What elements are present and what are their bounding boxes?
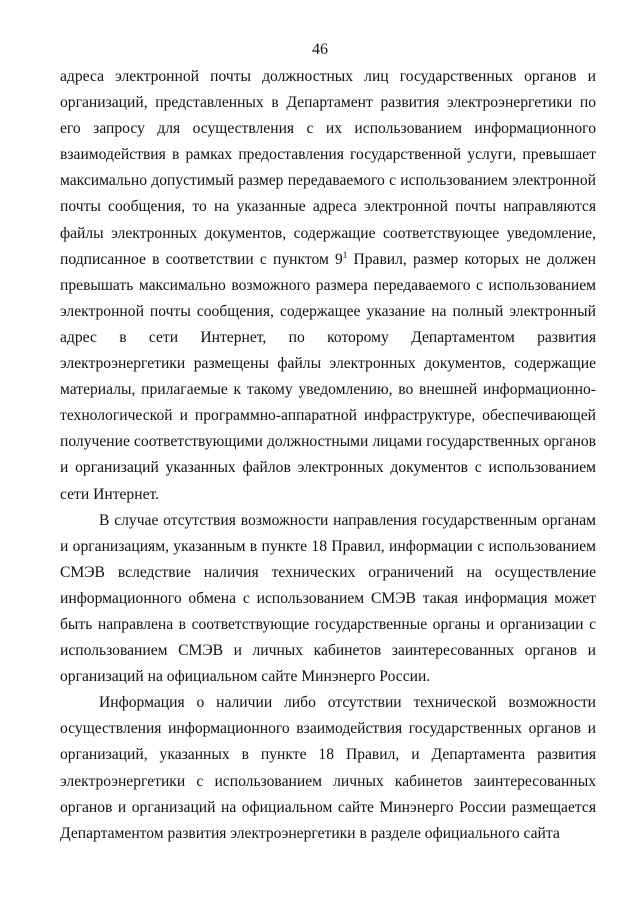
paragraph-technical-possibility: Информация о наличии либо отсутствии технической возможности осуществления информационного взаимодействия государственных органов и организаций, указанных в пункте 18 Правил, и Департамента развития электроэнергетики с использованием личных кабинетов заинтересованных органов и организаций на официальном сайте Минэнерго России размещается Департаментом развития электроэнергетики в разделе официального сайта	[60, 694, 596, 842]
page-number: 46	[312, 41, 328, 58]
body-text	[60, 64, 596, 847]
paragraph-smev: В случае отсутствия возможности направления государственным органам и организациям, указанным в пункте 18 Правил, информации с использованием СМЭВ вследствие наличия технических ограничений на осуществление информационного обмена с использованием СМЭВ такая информация может быть направлена в соответствующие государственные органы и организации с использованием СМЭВ и личных кабинетов заинтересованных органов и организаций на официальном сайте Минэнерго России.	[60, 511, 596, 686]
paragraph-text-part2: Правил, размер которых не должен превышать максимально возможного размера передаваемого с использованием электронной почты сообщения, содержащее указание на полный электронный адрес в сети Интернет, по которому Департаментом развития электроэнергетики размещены файлы электронных документов, содержащие материалы, прилагаемые к такому уведомлению, во внешней информационно-технологической и программно-аппаратной инфраструктуре, обеспечивающей получение соответствующими должностными лицами государственных органов и организаций указанных файлов электронных документов с использованием сети Интернет.	[60, 250, 596, 503]
footnote-superscript: 1	[342, 249, 348, 260]
paragraph-continuation	[60, 64, 596, 508]
paragraph-text-part1: адреса электронной почты должностных лиц государственных органов и организаций, представленных в Департамент развития электроэнергетики по его запросу для осуществления с их использованием информационного взаимодействия в рамках предоставления государственной услуги, превышает максимально допустимый размер передаваемого с использованием электронной почты сообщения, то на указанные адреса электронной почты направляются файлы электронных документов, содержащие соответствующее уведомление, подписанное в соответствии с пунктом 9	[60, 68, 596, 268]
